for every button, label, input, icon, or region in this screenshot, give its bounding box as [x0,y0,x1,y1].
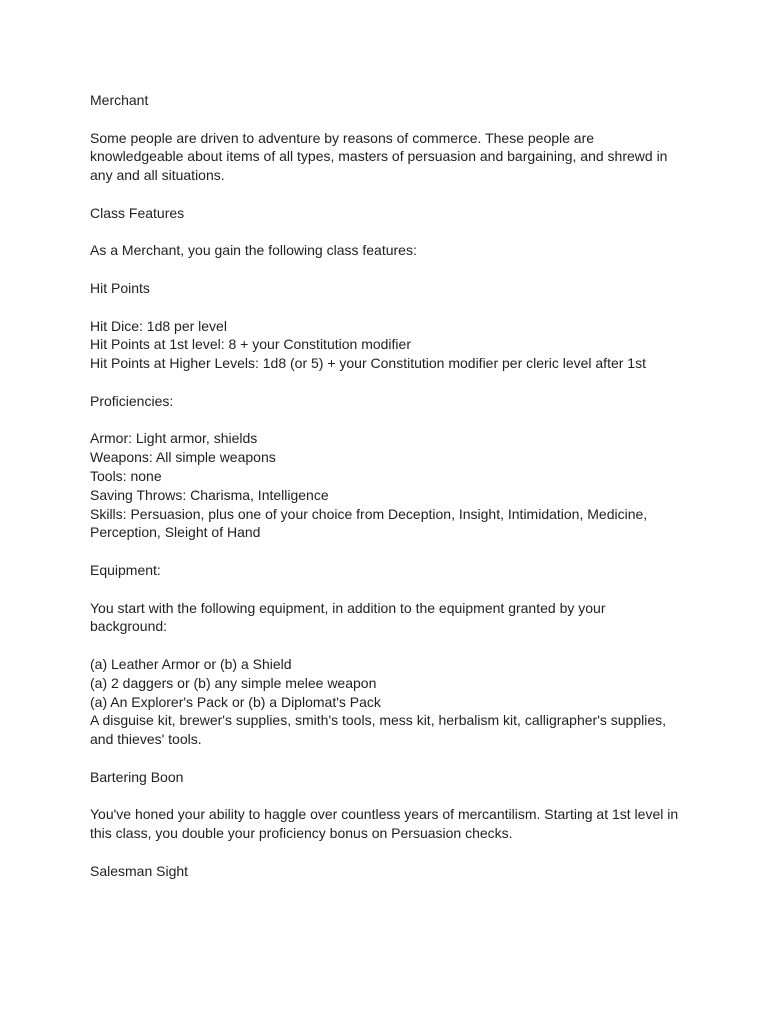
bartering-boon-text: You've honed your ability to haggle over countless years of mercantilism. Starting at 1st level in this class, you double your proficiency bonus on Persuasion checks. [90,806,679,842]
equipment-line: (a) Leather Armor or (b) a Shield [90,655,292,672]
class-features-heading: Class Features [90,204,185,221]
equipment-line: (a) An Explorer's Pack or (b) a Diplomat's Pack [90,693,381,710]
proficiency-line: Saving Throws: Charisma, Intelligence [90,486,329,503]
document-title: Merchant [90,92,149,108]
proficiency-line: Skills: Persuasion, plus one of your choice from Deception, Insight, Intimidation, Medicine, Perception, Sleight of Hand [90,505,648,541]
hit-points-heading: Hit Points [90,279,150,296]
hit-points-line: Hit Dice: 1d8 per level [90,317,227,334]
equipment-intro: You start with the following equipment, in addition to the equipment granted by your background: [90,599,606,635]
equipment-line: (a) 2 daggers or (b) any simple melee weapon [90,674,377,691]
equipment-block [90,655,680,749]
proficiency-line: Armor: Light armor, shields [90,430,258,447]
hit-points-block [90,317,680,373]
proficiencies-heading: Proficiencies: [90,392,174,409]
document-page [90,91,680,899]
hit-points-line: Hit Points at Higher Levels: 1d8 (or 5) + your Constitution modifier per cleric level after 1st [90,355,646,372]
class-features-intro: As a Merchant, you gain the following class features: [90,242,417,259]
salesman-sight-heading: Salesman Sight [90,862,189,879]
proficiency-line: Tools: none [90,467,162,484]
bartering-boon-heading: Bartering Boon [90,768,184,785]
hit-points-line: Hit Points at 1st level: 8 + your Constitution modifier [90,336,411,353]
proficiency-line: Weapons: All simple weapons [90,449,276,466]
proficiencies-block [90,429,680,542]
equipment-line: A disguise kit, brewer's supplies, smith's tools, mess kit, herbalism kit, calligrapher's supplies, and thieves' tools. [90,712,667,748]
equipment-heading: Equipment: [90,561,161,578]
intro-paragraph: Some people are driven to adventure by reasons of commerce. These people are knowledgeable about items of all types, masters of persuasion and bargaining, and shrewd in any and all situations. [90,129,668,184]
